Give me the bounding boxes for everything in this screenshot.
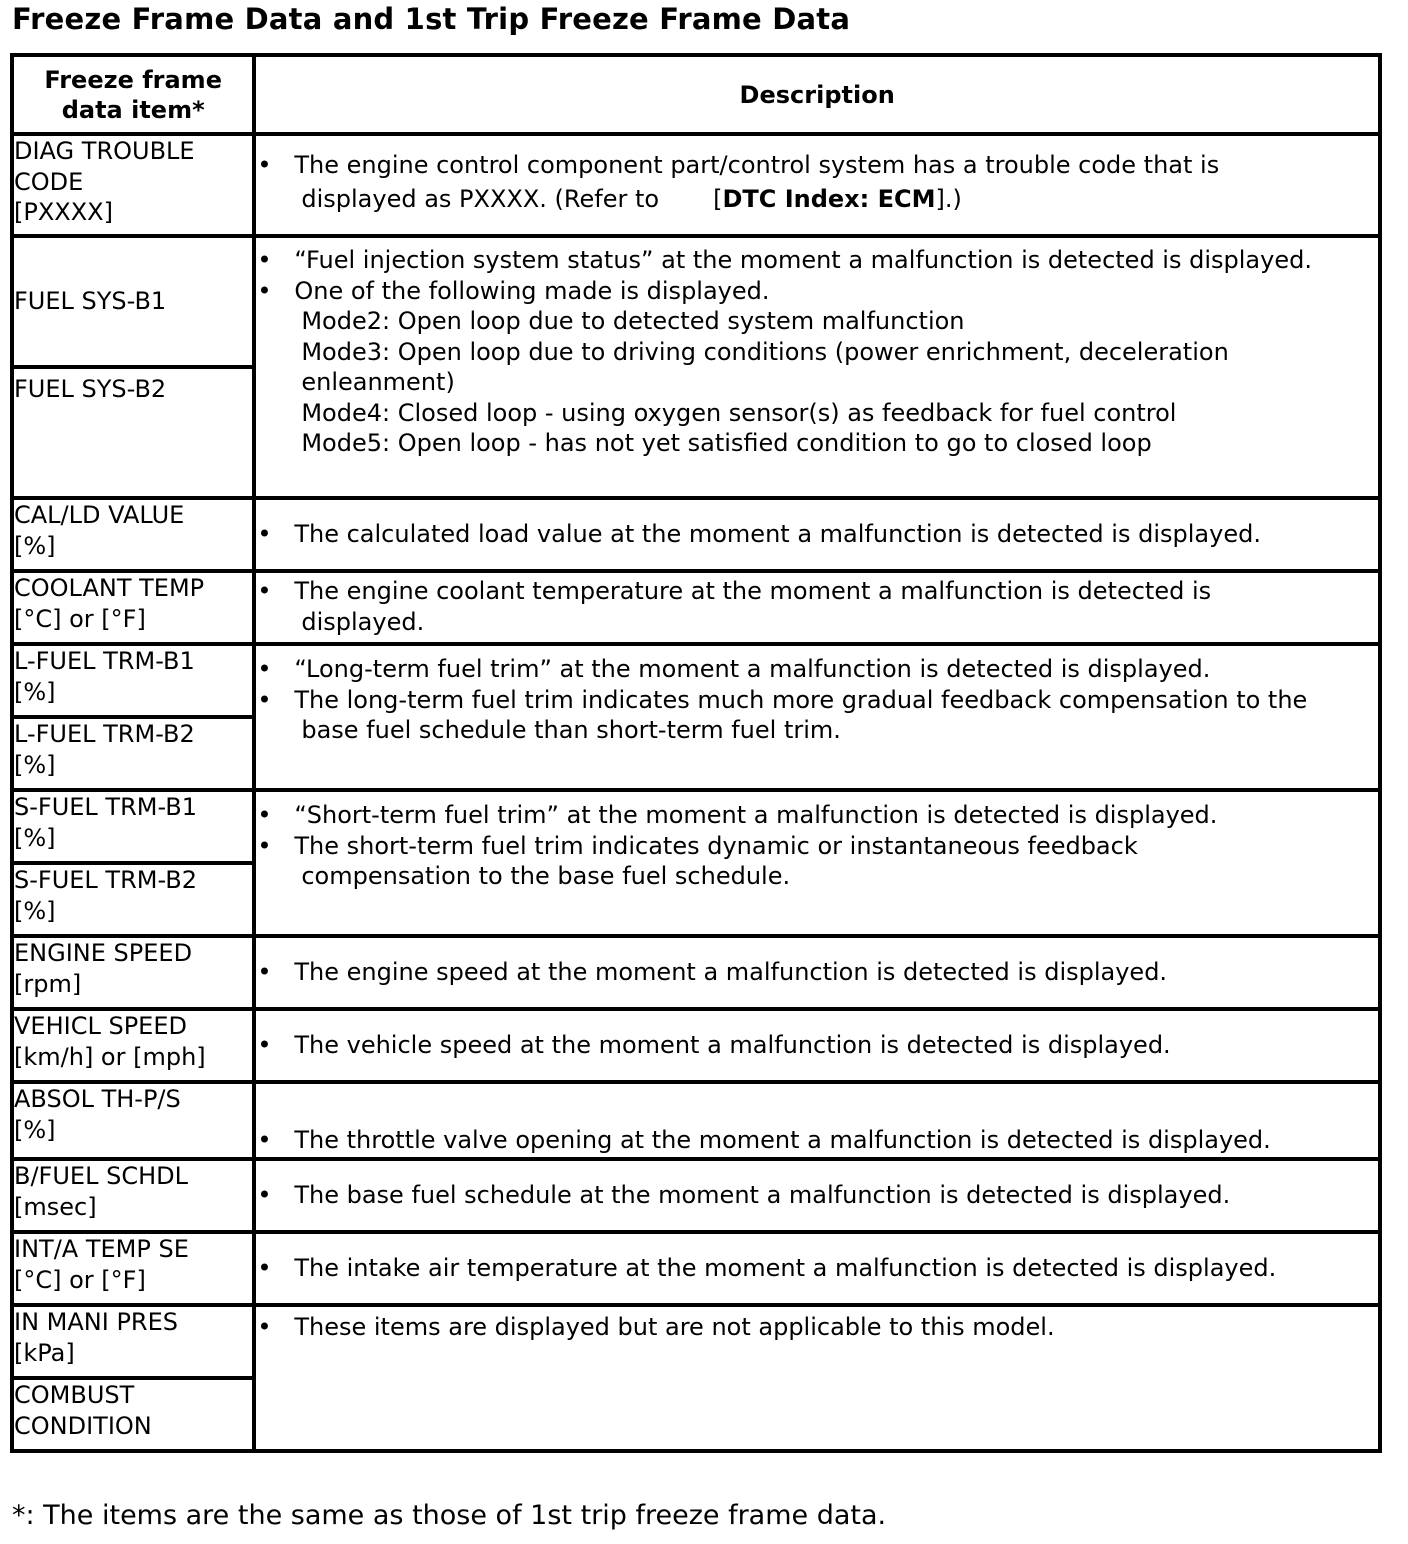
item-cell	[12, 717, 254, 790]
item-line: COMBUST	[14, 1381, 135, 1409]
item-line: L-FUEL TRM-B1	[14, 647, 195, 675]
table-row	[12, 936, 1380, 1009]
header-description-cell: Description	[254, 55, 1380, 134]
bullet-item: • The intake air temperature at the moment a malfunction is detected is displayed.	[256, 1253, 1378, 1284]
mode-line: Mode3: Open loop due to driving conditions (power enrichment, deceleration	[301, 337, 1229, 366]
bullet-item: • The engine coolant temperature at the moment a malfunction is detected is	[256, 576, 1378, 607]
bullet-continuation: displayed.	[301, 607, 425, 636]
bullet-item: • The base fuel schedule at the moment a malfunction is detected is displayed.	[256, 1180, 1378, 1211]
bullet-continuation: compensation to the base fuel schedule.	[301, 862, 791, 890]
footnote: *: The items are the same as those of 1st trip freeze frame data.	[12, 1500, 887, 1531]
description-cell	[254, 134, 1380, 236]
bullet-item: • The calculated load value at the moment a malfunction is detected is displayed.	[256, 519, 1378, 550]
item-line: L-FUEL TRM-B2	[14, 720, 195, 748]
bullet-item: • “Short-term fuel trim” at the moment a malfunction is detected is displayed.	[256, 800, 1378, 831]
item-cell	[12, 571, 254, 644]
description-cell	[254, 790, 1380, 936]
table-row	[12, 644, 1380, 717]
description-cell	[254, 571, 1380, 644]
header-item-line: Freeze frame	[44, 65, 222, 94]
item-line: ENGINE SPEED	[14, 939, 193, 967]
item-line: FUEL SYS-B2	[14, 375, 167, 403]
item-line: CONDITION	[14, 1411, 152, 1440]
item-line: [°C] or [°F]	[14, 1265, 146, 1294]
refer-bracket-open: [	[713, 184, 723, 213]
header-item-cell	[12, 55, 254, 134]
item-line: ABSOL TH-P/S	[14, 1085, 181, 1113]
item-line: CODE	[14, 167, 84, 196]
item-line: FUEL SYS-B1	[14, 287, 167, 316]
item-line: DIAG TROUBLE	[14, 137, 195, 165]
item-line: [%]	[14, 750, 56, 779]
refer-bracket-close: ].)	[935, 184, 962, 213]
item-line: [rpm]	[14, 969, 82, 998]
item-line: IN MANI PRES	[14, 1308, 178, 1336]
item-line: [%]	[14, 531, 56, 560]
bullet-continuation: base fuel schedule than short-term fuel trim.	[301, 716, 841, 744]
description-cell	[254, 1305, 1380, 1451]
freeze-frame-table	[10, 53, 1382, 1453]
description-cell	[254, 1082, 1380, 1159]
table-row	[12, 571, 1380, 644]
table-row	[12, 134, 1380, 236]
item-line: INT/A TEMP SE	[14, 1235, 189, 1263]
table-row	[12, 1009, 1380, 1082]
mode-line: Mode5: Open loop - has not yet satisfied condition to go to closed loop	[301, 429, 1152, 457]
description-cell	[254, 1159, 1380, 1232]
item-line: S-FUEL TRM-B1	[14, 793, 198, 821]
dtc-index-link[interactable]: DTC Index: ECM	[722, 184, 936, 213]
bullet-item: • “Fuel injection system status” at the moment a malfunction is detected is displayed.	[256, 245, 1378, 276]
bullet-item: • “Long-term fuel trim” at the moment a malfunction is detected is displayed.	[256, 654, 1378, 685]
item-cell	[12, 134, 254, 236]
item-line: COOLANT TEMP	[14, 574, 205, 602]
header-item-line: data item*	[61, 95, 205, 124]
item-cell	[12, 1232, 254, 1305]
item-line: [°C] or [°F]	[14, 604, 146, 633]
bullet-item: • The engine speed at the moment a malfunction is detected is displayed.	[256, 957, 1378, 988]
item-cell	[12, 644, 254, 717]
bullet-item: • The short-term fuel trim indicates dynamic or instantaneous feedback	[256, 831, 1378, 862]
item-line: [%]	[14, 677, 56, 706]
bullet-item: • The throttle valve opening at the moment a malfunction is detected is displayed.	[256, 1125, 1378, 1156]
description-cell	[254, 1232, 1380, 1305]
item-line: [%]	[14, 1115, 56, 1144]
item-cell	[12, 236, 254, 367]
item-cell	[12, 1305, 254, 1378]
bullet-continuation	[256, 181, 1378, 215]
item-cell	[12, 1082, 254, 1159]
item-line: [km/h] or [mph]	[14, 1042, 206, 1071]
table-row	[12, 498, 1380, 571]
mode-line: Mode2: Open loop due to detected system malfunction	[301, 307, 965, 335]
refer-text: displayed as PXXXX. (Refer to	[301, 184, 660, 213]
item-cell	[12, 1378, 254, 1451]
item-line: VEHICL SPEED	[14, 1012, 187, 1040]
table-header-row	[12, 55, 1380, 134]
description-cell	[254, 1009, 1380, 1082]
table-row	[12, 236, 1380, 367]
description-cell	[254, 936, 1380, 1009]
page-title: Freeze Frame Data and 1st Trip Freeze Frame Data	[12, 2, 851, 36]
description-cell	[254, 498, 1380, 571]
item-line: [%]	[14, 823, 56, 852]
item-cell	[12, 498, 254, 571]
item-line: CAL/LD VALUE	[14, 501, 185, 529]
mode-line: Mode4: Closed loop - using oxygen sensor(s) as feedback for fuel control	[301, 398, 1177, 427]
bullet-item: • The vehicle speed at the moment a malfunction is detected is displayed.	[256, 1030, 1378, 1061]
item-cell	[12, 790, 254, 863]
item-line: [msec]	[14, 1192, 97, 1221]
description-cell	[254, 236, 1380, 498]
description-cell	[254, 644, 1380, 790]
item-cell	[12, 936, 254, 1009]
bullet-item: • These items are displayed but are not applicable to this model.	[256, 1312, 1378, 1343]
table-row	[12, 1232, 1380, 1305]
table-row	[12, 1305, 1380, 1378]
item-line: [%]	[14, 896, 56, 925]
item-line: [PXXXX]	[14, 198, 113, 226]
item-cell	[12, 367, 254, 498]
item-line: [kPa]	[14, 1338, 75, 1367]
item-line: S-FUEL TRM-B2	[14, 866, 198, 894]
item-cell	[12, 1009, 254, 1082]
table-row	[12, 1159, 1380, 1232]
bullet-item: • The long-term fuel trim indicates much more gradual feedback compensation to the	[256, 685, 1378, 716]
mode-line: enleanment)	[301, 368, 455, 396]
item-cell	[12, 1159, 254, 1232]
item-cell	[12, 863, 254, 936]
bullet-item: • One of the following made is displayed.	[256, 276, 1378, 307]
item-line: B/FUEL SCHDL	[14, 1162, 188, 1190]
table-row	[12, 1082, 1380, 1159]
table-row	[12, 790, 1380, 863]
bullet-item: • The engine control component part/control system has a trouble code that is	[256, 150, 1378, 181]
